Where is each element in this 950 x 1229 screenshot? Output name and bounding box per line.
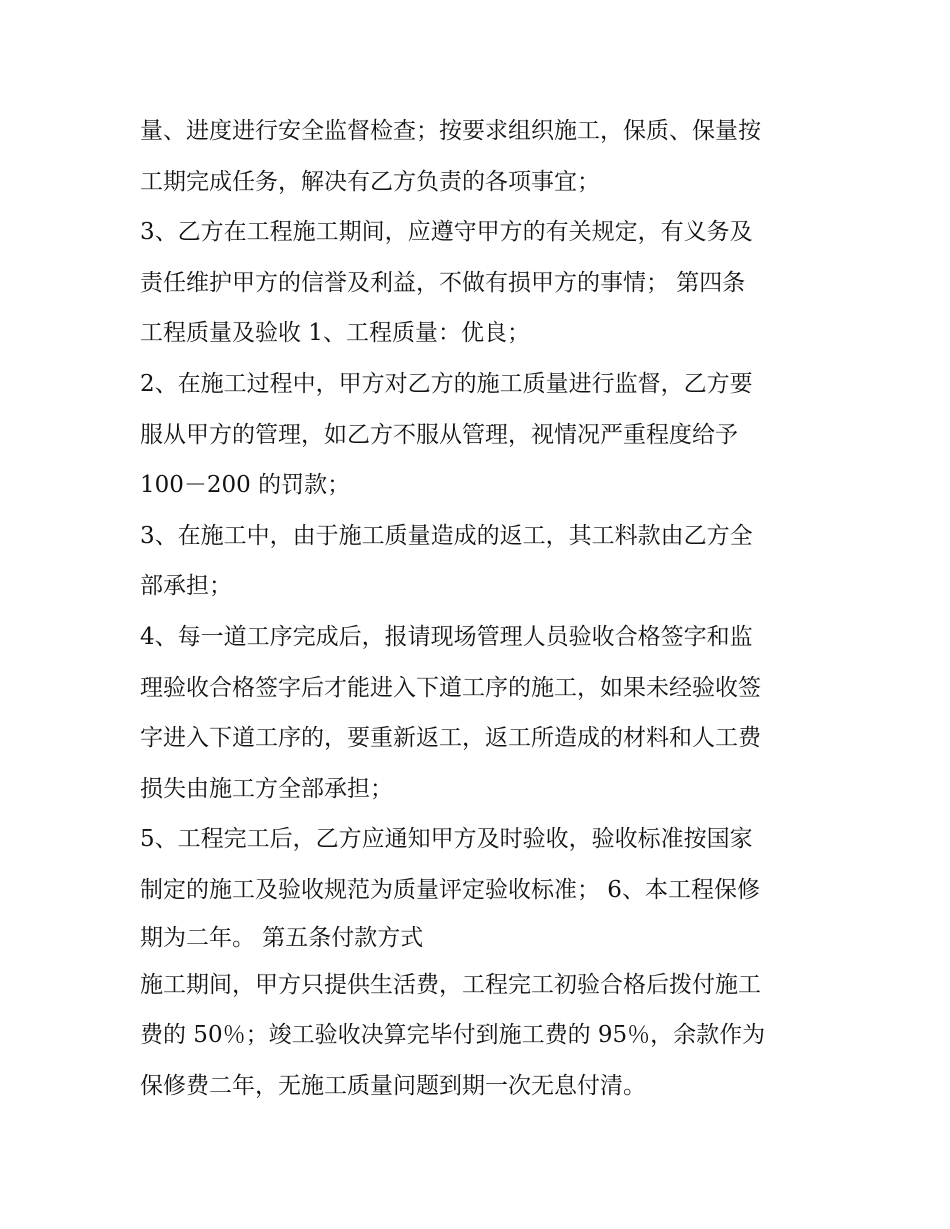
text-line: 4、每一道工序完成后，报请现场管理人员验收合格签字和监 bbox=[140, 623, 753, 650]
text-line: 3、在施工中，由于施工质量造成的返工，其工料款由乙方全 bbox=[140, 522, 753, 549]
text-line: 2、在施工过程中，甲方对乙方的施工质量进行监督，乙方要 bbox=[140, 370, 753, 397]
text-line: 3、乙方在工程施工期间，应遵守甲方的有关规定，有义务及 bbox=[140, 219, 753, 246]
text-line: 理验收合格签字后才能进入下道工序的施工，如果未经验收签 bbox=[140, 674, 761, 701]
contract-body-text bbox=[140, 106, 820, 1111]
text-line: 5、工程完工后，乙方应通知甲方及时验收，验收标准按国家 bbox=[140, 826, 753, 853]
text-line: 制定的施工及验收规范为质量评定验收标准； 6、本工程保修 bbox=[140, 876, 760, 903]
text-line: 工程质量及验收 1、工程质量：优良； bbox=[140, 320, 530, 347]
text-line: 量、进度进行安全监督检查；按要求组织施工，保质、保量按 bbox=[140, 118, 761, 144]
text-line: 责任维护甲方的信誉及利益，不做有损甲方的事情； 第四条 bbox=[140, 269, 746, 296]
text-line: 保修费二年，无施工质量问题到期一次无息付清。 bbox=[140, 1072, 646, 1099]
text-line: 施工期间，甲方只提供生活费，工程完工初验合格后拨付施工 bbox=[140, 971, 761, 998]
text-line: 期为二年。 第五条付款方式 bbox=[140, 924, 424, 951]
text-line: 部承担； bbox=[140, 573, 232, 600]
text-line: 100－200 的罚款； bbox=[140, 472, 351, 499]
text-line: 费的 50％；竣工验收决算完毕付到施工费的 95％，余款作为 bbox=[140, 1022, 766, 1049]
text-line: 字进入下道工序的，要重新返工，返工所造成的材料和人工费 bbox=[140, 725, 761, 752]
text-line: 工期完成任务，解决有乙方负责的各项事宜； bbox=[140, 168, 600, 195]
text-line: 损失由施工方全部承担； bbox=[140, 775, 393, 802]
text-line: 服从甲方的管理，如乙方不服从管理，视情况严重程度给予 bbox=[140, 421, 738, 448]
